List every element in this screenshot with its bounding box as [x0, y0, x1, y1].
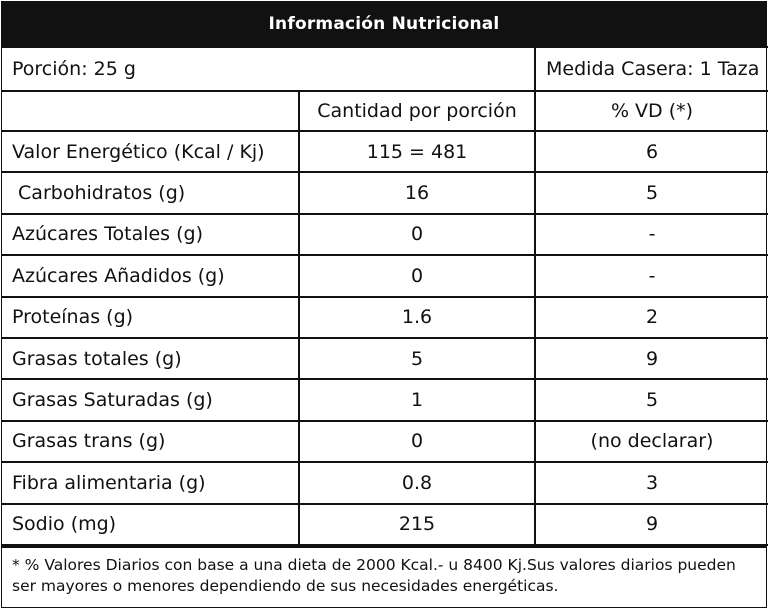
nutrient-dv: 6	[535, 131, 768, 172]
nutrient-amount: 16	[299, 172, 535, 213]
nutrient-name: Azúcares Añadidos (g)	[2, 255, 299, 296]
header-dv: % VD (*)	[535, 91, 768, 131]
nutrient-dv: 9	[535, 338, 768, 379]
header-amount: Cantidad por porción	[299, 91, 535, 131]
nutrient-name: Fibra alimentaria (g)	[2, 462, 299, 503]
nutrient-name: Carbohidratos (g)	[2, 172, 299, 213]
nutrient-amount: 0	[299, 255, 535, 296]
nutrient-dv: 2	[535, 297, 768, 338]
table-row	[2, 214, 768, 255]
household-measure: Medida Casera: 1 Taza	[535, 47, 768, 91]
nutrient-dv: (no declarar)	[535, 421, 768, 462]
nutrient-name: Valor Energético (Kcal / Kj)	[2, 131, 299, 172]
table-row	[2, 421, 768, 462]
nutrient-name: Grasas totales (g)	[2, 338, 299, 379]
nutrient-name: Grasas Saturadas (g)	[2, 379, 299, 420]
table-row	[2, 338, 768, 379]
table-row	[2, 297, 768, 338]
header-blank-cell	[2, 91, 299, 131]
nutrient-amount: 215	[299, 504, 535, 545]
nutrient-dv: 3	[535, 462, 768, 503]
nutrient-dv: 5	[535, 379, 768, 420]
portion-row	[2, 47, 768, 91]
nutrient-amount: 0	[299, 214, 535, 255]
nutrient-amount: 1	[299, 379, 535, 420]
portion-size: Porción: 25 g	[2, 47, 535, 91]
column-header-row	[2, 91, 768, 131]
table-row	[2, 462, 768, 503]
table-row	[2, 379, 768, 420]
table-row	[2, 131, 768, 172]
nutrient-amount: 0.8	[299, 462, 535, 503]
table-row	[2, 255, 768, 296]
nutrient-name: Azúcares Totales (g)	[2, 214, 299, 255]
nutrient-dv: 5	[535, 172, 768, 213]
nutrition-label	[1, 1, 767, 608]
nutrient-name: Proteínas (g)	[2, 297, 299, 338]
nutrient-amount: 1.6	[299, 297, 535, 338]
nutrient-dv: -	[535, 214, 768, 255]
nutrient-amount: 115 = 481	[299, 131, 535, 172]
table-row	[2, 172, 768, 213]
nutrient-name: Sodio (mg)	[2, 504, 299, 545]
nutrient-amount: 5	[299, 338, 535, 379]
nutrient-dv: 9	[535, 504, 768, 545]
table-row	[2, 504, 768, 545]
nutrient-dv: -	[535, 255, 768, 296]
nutrition-table	[2, 46, 768, 546]
nutrient-amount: 0	[299, 421, 535, 462]
label-title: Información Nutricional	[2, 2, 766, 46]
footnote: * % Valores Diarios con base a una dieta de 2000 Kcal.- u 8400 Kj.Sus valores diarios pueden ser mayores o menores dependiendo de sus necesidades energéticas.	[2, 546, 766, 612]
nutrient-name: Grasas trans (g)	[2, 421, 299, 462]
